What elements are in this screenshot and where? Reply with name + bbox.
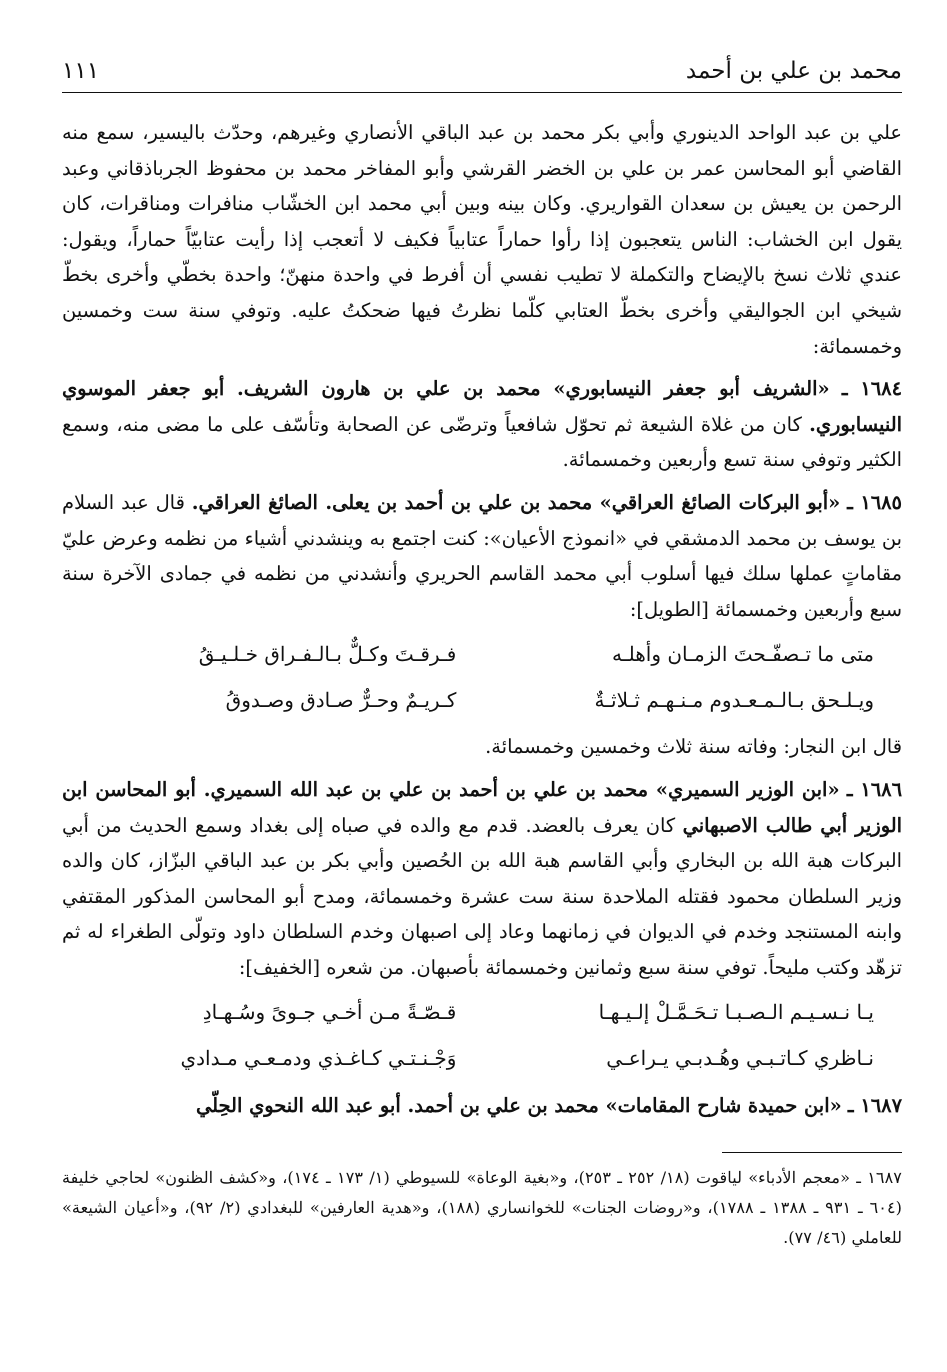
hemistich-first: متى ما تـصفّـحتَ الزمـان وأهلـه xyxy=(612,642,874,667)
main-text xyxy=(62,115,902,1124)
page-number: ١١١ xyxy=(62,58,100,84)
entry-text: قال عبد السلام بن يوسف بن محمد الدمشقي في «انموذج الأعيان»: كنت اجتمع به وينشدني أشياء من نظمه وعرض عليّ مقاماتٍ عملها سلك فيها أسلوب أبي محمد القاسم الحريري وأنشدني من نظمه في جمادى الآخرة سنة سبع وأربعين وخمسمائة [الطويل]: xyxy=(62,490,902,621)
verse-line xyxy=(62,631,902,677)
entry-1684 xyxy=(62,371,902,478)
book-page xyxy=(62,46,902,1253)
footnote-divider xyxy=(722,1152,902,1153)
hemistich-first: نـاظري كـاتـبـي وهُـدبـي يـراعـي xyxy=(606,1046,874,1071)
entry-number: ١٦٨٤ ـ xyxy=(841,377,902,401)
entry-closing: قال ابن النجار: وفاته سنة ثلاث وخمسين وخمسمائة. xyxy=(485,735,902,759)
entry-heading: «ابن حميدة شارح المقامات» محمد بن علي بن أحمد. أبو عبد الله النحوي الحِلّي xyxy=(195,1094,842,1118)
verse-line xyxy=(62,989,902,1035)
hemistich-second: كـريـمٌ وحـرٌّ صـادق وصـدوقُ xyxy=(225,688,457,713)
entry-text: كان يعرف بالعضد. قدم مع والده في صباه إلى بغداد وسمع الحديث من أبي البركات هبة الله بن البخاري وأبي القاسم هبة الله بن الحُصين وأبي بكر بن عبد الباقي البزّاز، كان والده وزير السلطان محمود فقتله الملاحدة سنة ست عشرة وخمسمائة، ومدح أبو المحاسن المذكور المقتفي وابنه المستنجد وخدم في الديوان في زمانهما وعاد إلى اصبهان وخدم السلطان داود وتولّى الطغراء له ثم تزهّد وكتب مليحاً. توفي سنة سبع وثمانين وخمسمائة بأصبهان. من شعره [الخفيف]: xyxy=(62,813,902,979)
entry-heading: «أبو البركات الصائغ العراقي» محمد بن علي بن أحمد بن يعلى. الصائغ العراقي. xyxy=(191,490,841,514)
page-header xyxy=(62,46,902,93)
entry-1685 xyxy=(62,485,902,627)
entry-heading: «ابن الوزير السميري» محمد بن علي بن أحمد بن علي بن عبد الله السميري. أبو المحاسن ابن الوزير أبي طالب الاصبهاني xyxy=(62,777,903,837)
entry-number: ١٦٨٧ ـ xyxy=(847,1094,902,1118)
hemistich-second: وَجْـنـتـي كـاغـذي ودمـعـي مـدادي xyxy=(180,1046,457,1071)
hemistich-second: قـصّـةً مـن أخـي جـوىً وسُـهـادِ xyxy=(202,1000,457,1025)
entry-heading: «الشريف أبو جعفر النيسابوري» محمد بن علي بن هارون الشريف. أبو جعفر الموسوي النيسابوري. xyxy=(62,377,902,436)
running-head: محمد بن علي بن أحمد xyxy=(685,58,902,84)
entry-text: كان من غلاة الشيعة ثم تحوّل شافعياً وترضّى عن الصحابة وتأسّف على ما مضى منه، وسمع الكثير وتوفي سنة تسع وأربعين وخمسمائة. xyxy=(62,412,902,472)
entry-1686 xyxy=(62,772,902,986)
verse-line xyxy=(62,1035,902,1081)
hemistich-first: ويـلـحق بـالـمـعـدوم مـنـهـم ثـلاثـةٌ xyxy=(594,688,874,713)
intro-paragraph: علي بن عبد الواحد الدينوري وأبي بكر محمد بن عبد الباقي الأنصاري وغيرهم، وحدّث باليسير، سمع منه القاضي أبو المحاسن عمر بن علي بن الخضر القرشي وأبو المفاخر محمد بن محفوظ الجرباذقاني وعبد الرحمن بن يعيش بن سعدان القواريري. وكان بينه وبين أبي محمد ابن الخشّاب منافرات ومناقرات، كان يقول ابن الخشاب: الناس يتعجبون إذا رأوا حماراً عتابياً فكيف لا أتعجب إذا رأيت عتابيّاً حماراً، ويقول: عندي ثلاث نسخ بالإيضاح والتكملة لا تطيب نفسي أن أفرط في واحدة منهنّ؛ واحدة بخطّي وأخرى بخطّ شيخي ابن الجواليقي وأخرى بخطّ العتابي كلّما نظرتُ فيها ضحكتُ عليه. وتوفي سنة ست وخمسين وخمسمائة: xyxy=(62,121,902,358)
footnote: ١٦٨٧ ـ «معجم الأدباء» لياقوت (١٨/ ٢٥٢ ـ ٢٥٣)، و«بغية الوعاة» للسيوطي (١/ ١٧٣ ـ ١٧٤)، و«كشف الظنون» لحاجي خليفة (٦٠٤ ـ ٩٣١ ـ ١٣٨٨ ـ ١٧٨٨)، و«روضات الجنات» للخوانساري (١٨٨)، و«هدية العارفين» للبغدادي (٢/ ٩٢)، و«أعيان الشيعة» للعاملي (٤٦/ ٧٧). xyxy=(62,1168,902,1248)
poem-1686 xyxy=(62,989,902,1081)
entry-number: ١٦٨٥ ـ xyxy=(847,490,902,514)
hemistich-first: يـا نـسـيـم الـصـبـا تـحَـمَّـلْ إلـيـهـا xyxy=(598,1000,874,1025)
hemistich-second: فـرقـتَ وكـلٌّ بـالـفـراق خـلـيـقُ xyxy=(198,642,457,667)
poem-1685 xyxy=(62,631,902,723)
verse-line xyxy=(62,677,902,723)
entry-1687 xyxy=(62,1088,902,1124)
entry-number: ١٦٨٦ ـ xyxy=(846,777,902,801)
